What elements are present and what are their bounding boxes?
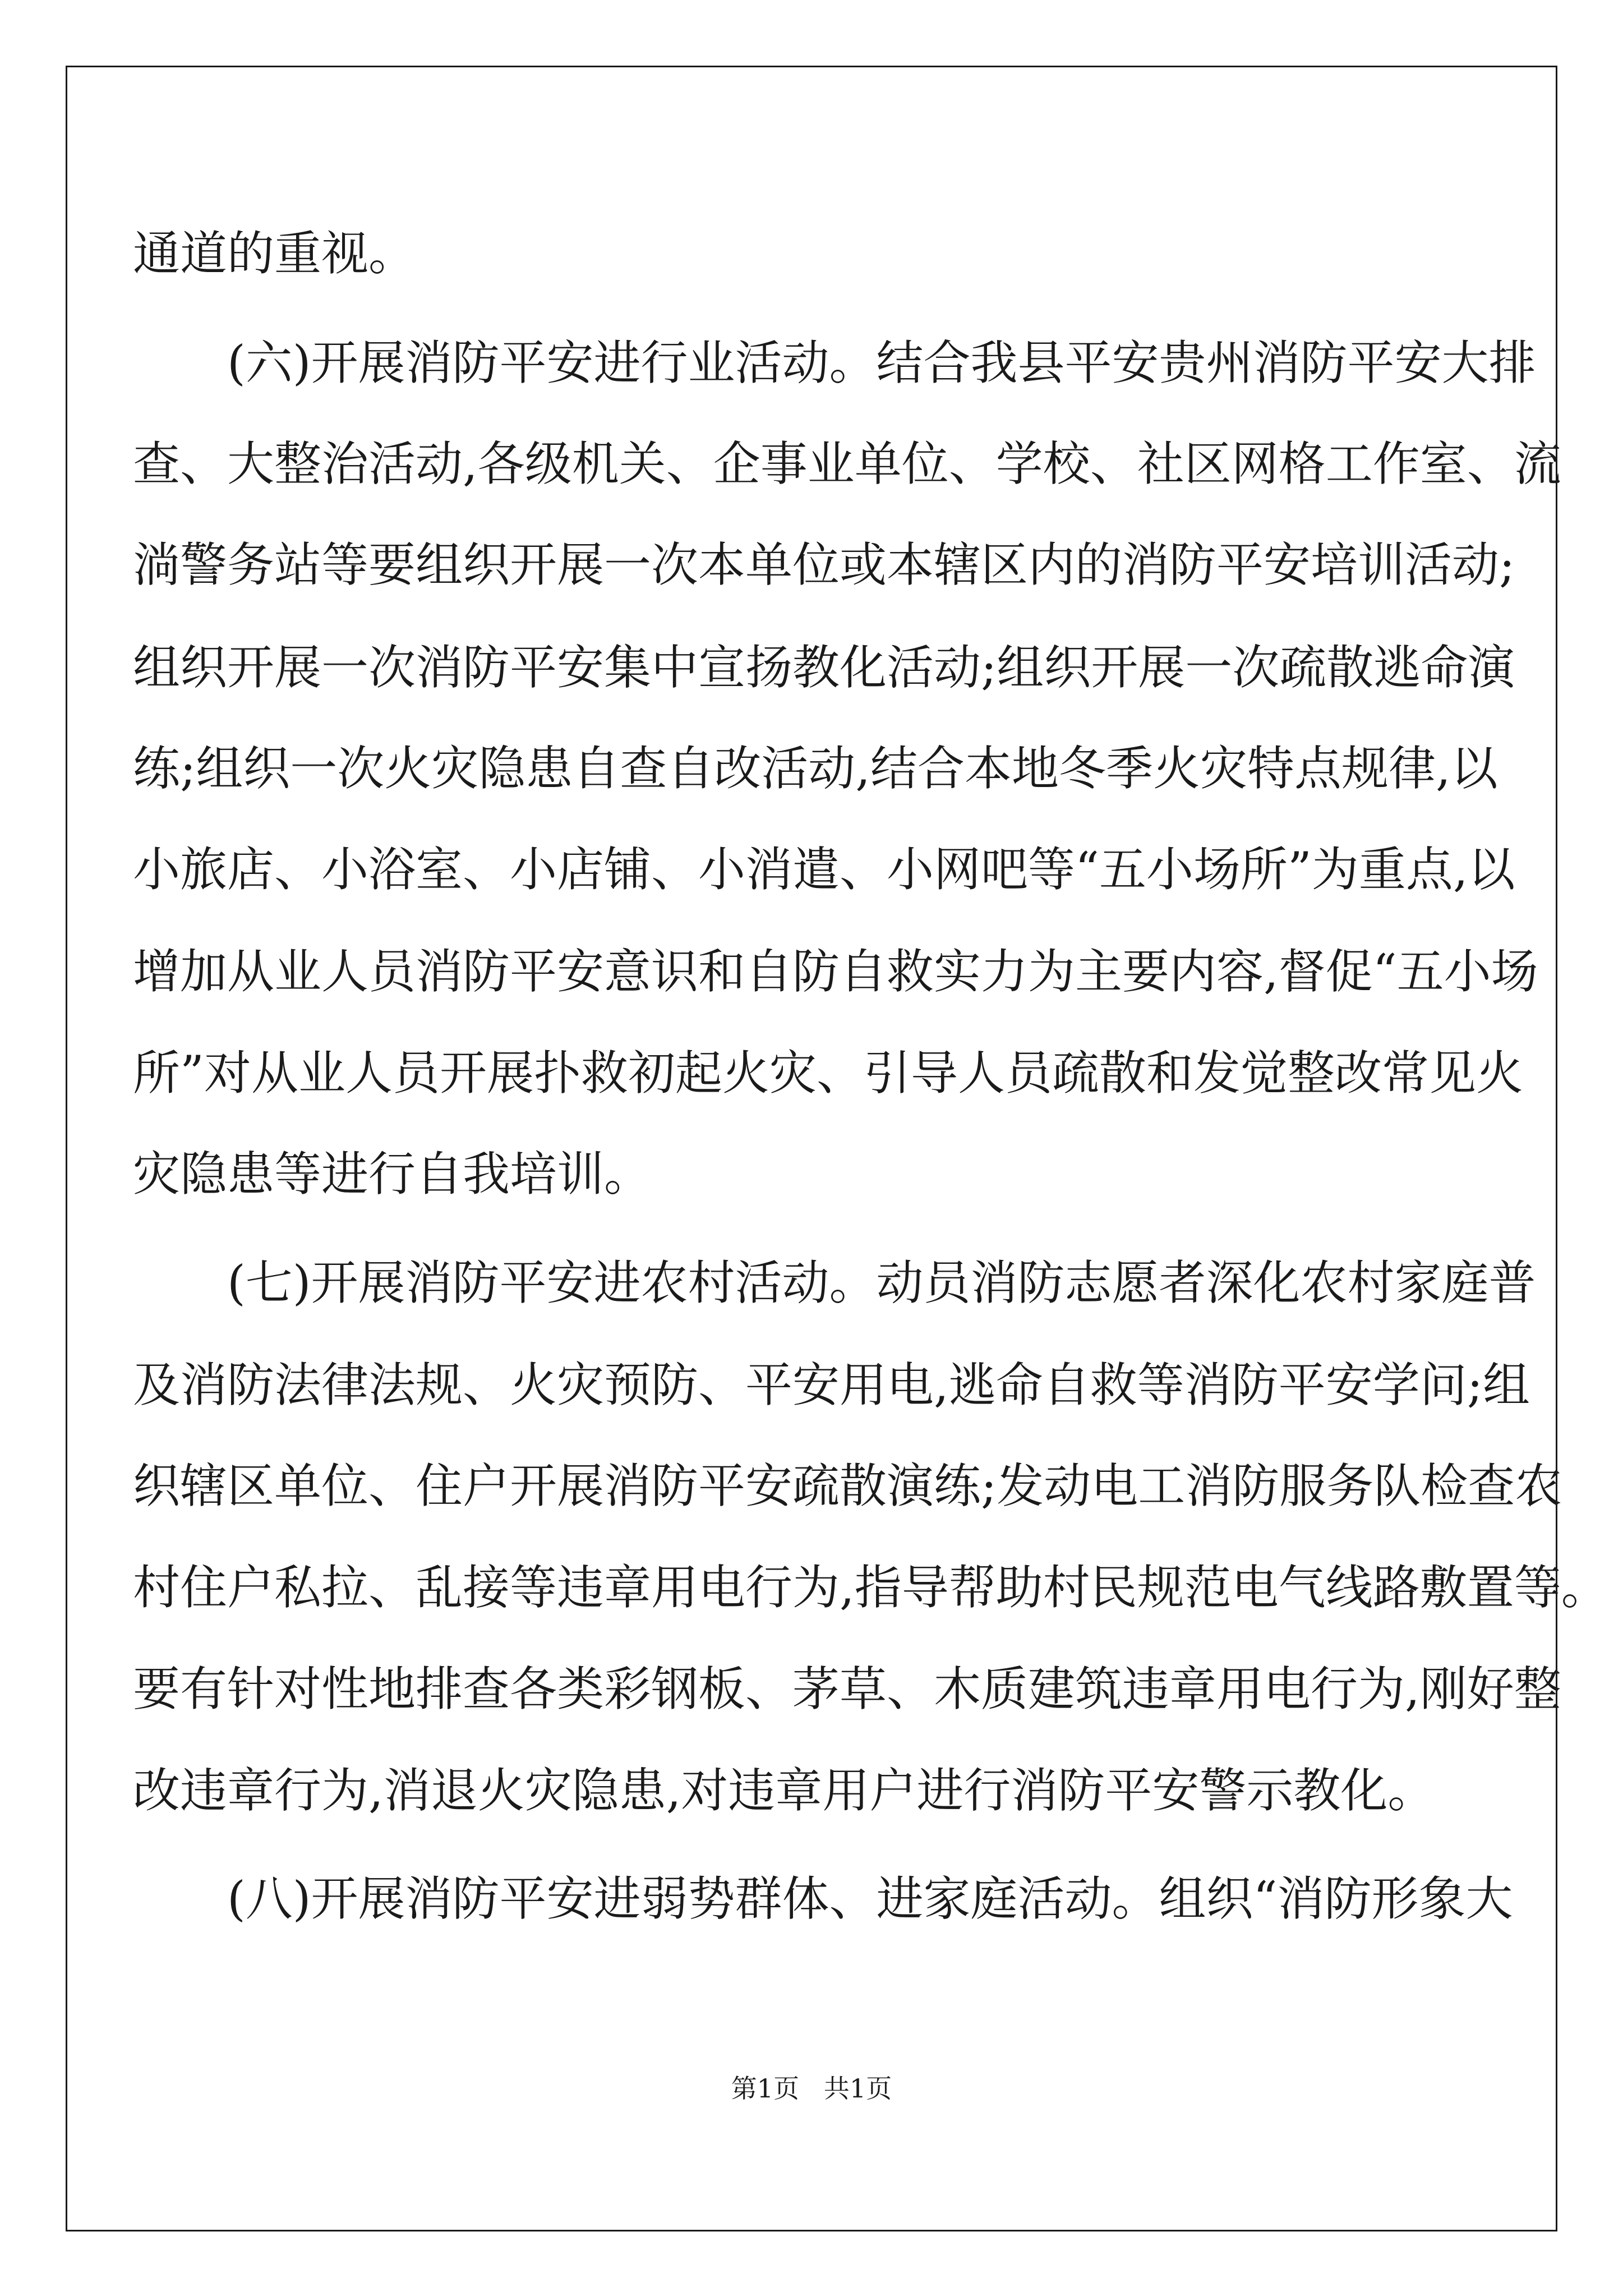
text-line: 改违章行为,消退火灾隐患,对违章用户进行消防平安警示教化。	[133, 1763, 1435, 1818]
text-line: 小旅店、小浴室、小店铺、小消遣、小网吧等“五小场所”为重点,以	[133, 842, 1515, 897]
text-line: 淌警务站等要组织开展一次本单位或本辖区内的消防平安培训活动;	[133, 537, 1515, 592]
text-line: 增加从业人员消防平安意识和自防自救实力为主要内容,督促“五小场	[133, 944, 1538, 999]
text-line: 要有针对性地排查各类彩钢板、茅草、木质建筑违章用电行为,刚好整	[133, 1662, 1561, 1717]
page-footer: 第1页 共1页	[731, 2073, 892, 2104]
text-line: 织辖区单位、住户开展消防平安疏散演练;发动电工消防服务队检查农	[133, 1458, 1562, 1513]
text-line: (八)开展消防平安进弱势群体、进家庭活动。组织“消防形象大	[227, 1871, 1513, 1926]
text-line: 村住户私拉、乱接等违章用电行为,指导帮助村民规范电气线路敷置等。	[133, 1560, 1608, 1615]
text-line: 查、大整治活动,各级机关、企事业单位、学校、社区网格工作室、流	[133, 436, 1561, 491]
text-line: 所”对从业人员开展扑救初起火灾、引导人员疏散和发觉整改常见火	[133, 1046, 1523, 1101]
text-line: (七)开展消防平安进农村活动。动员消防志愿者深化农村家庭普	[227, 1255, 1536, 1310]
text-line: 及消防法律法规、火灾预防、平安用电,逃命自救等消防平安学问;组	[133, 1358, 1530, 1412]
text-line: 组织开展一次消防平安集中宣扬教化活动;组织开展一次疏散逃命演	[133, 640, 1515, 695]
text-line: (六)开展消防平安进行业活动。结合我县平安贵州消防平安大排	[227, 335, 1536, 390]
text-line: 练;组织一次火灾隐患自查自改活动,结合本地冬季火灾特点规律,以	[133, 741, 1498, 796]
text-line: 灾隐患等进行自我培训。	[133, 1147, 652, 1202]
text-line: 通道的重视。	[133, 226, 416, 281]
